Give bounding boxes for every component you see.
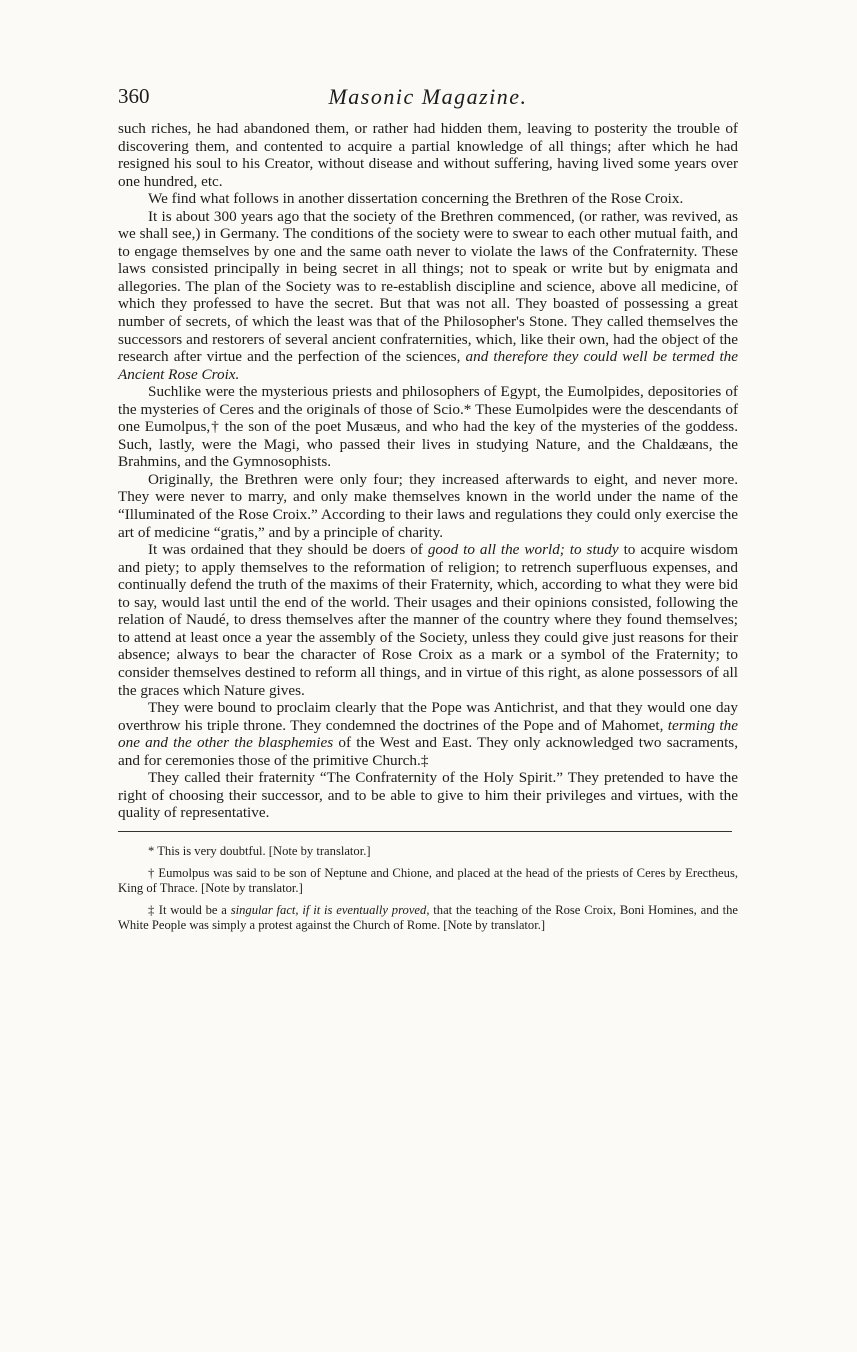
paragraph-2	[118, 190, 738, 208]
paragraph-3-italic: and therefore they could well be termed the Ancient Rose Croix.	[118, 348, 739, 383]
paragraph-6	[118, 541, 738, 699]
paragraph-1	[118, 120, 738, 190]
paragraph-6-italic: good to all the world; to study	[427, 541, 619, 559]
magazine-page	[118, 84, 738, 940]
paragraph-5	[118, 471, 738, 541]
footnote-divider	[118, 831, 732, 832]
paragraph-7-text-b: of the West and East. They only acknowledged two sacraments, and for ceremonies those of the primitive Church.‡	[118, 734, 738, 769]
paragraph-3	[118, 208, 738, 383]
footnote-3-text-a: ‡ It would be a	[148, 902, 227, 917]
page-number: 360	[118, 84, 150, 108]
paragraph-7-text-a: They were bound to proclaim clearly that the Pope was Antichrist, and that they would one day overthrow his triple throne. They condemned the doctrines of the Pope and of Mahomet,	[118, 699, 738, 734]
footnote-2-text: † Eumolpus was said to be son of Neptune and Chione, and placed at the head of the priests of Ceres by Erectheus, King of Thrace. [Note by translator.]	[118, 865, 738, 895]
footnote-3	[118, 903, 738, 933]
paragraph-7	[118, 699, 738, 769]
footnote-2	[118, 866, 738, 896]
paragraph-5-text: Originally, the Brethren were only four; they increased afterwards to eight, and never more. They were never to marry, and only make themselves known in the world under the name of the “Illuminated of the Rose Croix.” According to their laws and regulations they could only exercise the art of medicine “gratis,” and by a principle of charity.	[118, 470, 738, 541]
paragraph-8-text: They called their fraternity “The Confraternity of the Holy Spirit.” They pretended to have the right of choosing their successor, and to be able to give to him their privileges and virtues, with the quality of representative.	[118, 769, 738, 822]
paragraph-7-italic: terming the one and the other the blasphemies	[118, 716, 738, 752]
footnotes	[118, 844, 738, 933]
paragraph-6-text-b: to acquire wisdom and piety; to apply themselves to the reformation of religion; to retrench superfluous expenses, and continually defend the truth of the maxims of their Fraternity, which, according to what they were bid to say, would last until the end of the world. Their usages and their opinions consisted, following the relation of Naudé, to dress themselves after the manner of the country where they found themselves; to attend at least once a year the assembly of the Society, unless they could give just reasons for their absence; always to bear the character of Rose Croix as a mark or a symbol of the Fraternity; to consider themselves destined to reform all things, and in virtue of this right, as alone possessors of all the graces which Nature gives.	[118, 541, 739, 699]
running-head	[118, 84, 738, 120]
footnote-1-text: * This is very doubtful. [Note by translator.]	[148, 843, 371, 858]
paragraph-4-text: Suchlike were the mysterious priests and philosophers of Egypt, the Eumolpides, depositories of the mysteries of Ceres and the originals of those of Scio.* These Eumolpides were the descendants of one Eumolpus,† the son of the poet Musæus, and who had the key of the mysteries of the goddess. Such, lastly, were the Magi, who passed their lives in studying Nature, and the Chaldæans, the Brahmins, and the Gymnosophists.	[118, 383, 738, 471]
paragraph-2-text: We find what follows in another dissertation concerning the Brethren of the Rose Croix.	[148, 190, 684, 208]
running-title: Masonic Magazine.	[328, 84, 528, 109]
paragraph-8	[118, 769, 738, 822]
paragraph-1-text: such riches, he had abandoned them, or rather had hidden them, leaving to posterity the trouble of discovering them, and contented to acquire a partial knowledge of all things; after which he had resigned his soul to his Creator, without disease and without suffering, having lived some years over one hundred, etc.	[118, 120, 738, 190]
footnote-1	[118, 844, 738, 859]
paragraph-4	[118, 383, 738, 471]
paragraph-6-text-a: It was ordained that they should be doers of	[148, 541, 423, 559]
article-body	[118, 120, 738, 822]
paragraph-3-text: It is about 300 years ago that the society of the Brethren commenced, (or rather, was revived, as we shall see,) in Germany. The conditions of the society were to swear to each other mutual faith, and to engage themselves by one and the same oath never to violate the laws of the Confraternity. These laws consisted principally in being secret in all things; not to speak or write but by enigmata and allegories. The plan of the Society was to re-establish discipline and science, above all medicine, of which they professed to have the secret. But that was not all. They boasted of possessing a great number of secrets, of which the least was that of the Philosopher's Stone. They called themselves the successors and restorers of several ancient confraternities, which, like their own, had the object of the research after virtue and the perfection of the sciences,	[118, 207, 738, 366]
footnote-3-text-b: that the teaching of the Rose Croix, Boni Homines, and the White People was simply a protest against the Church of Rome. [Note by translator.]	[118, 902, 738, 932]
footnote-3-italic: singular fact, if it is eventually proved,	[230, 902, 430, 917]
